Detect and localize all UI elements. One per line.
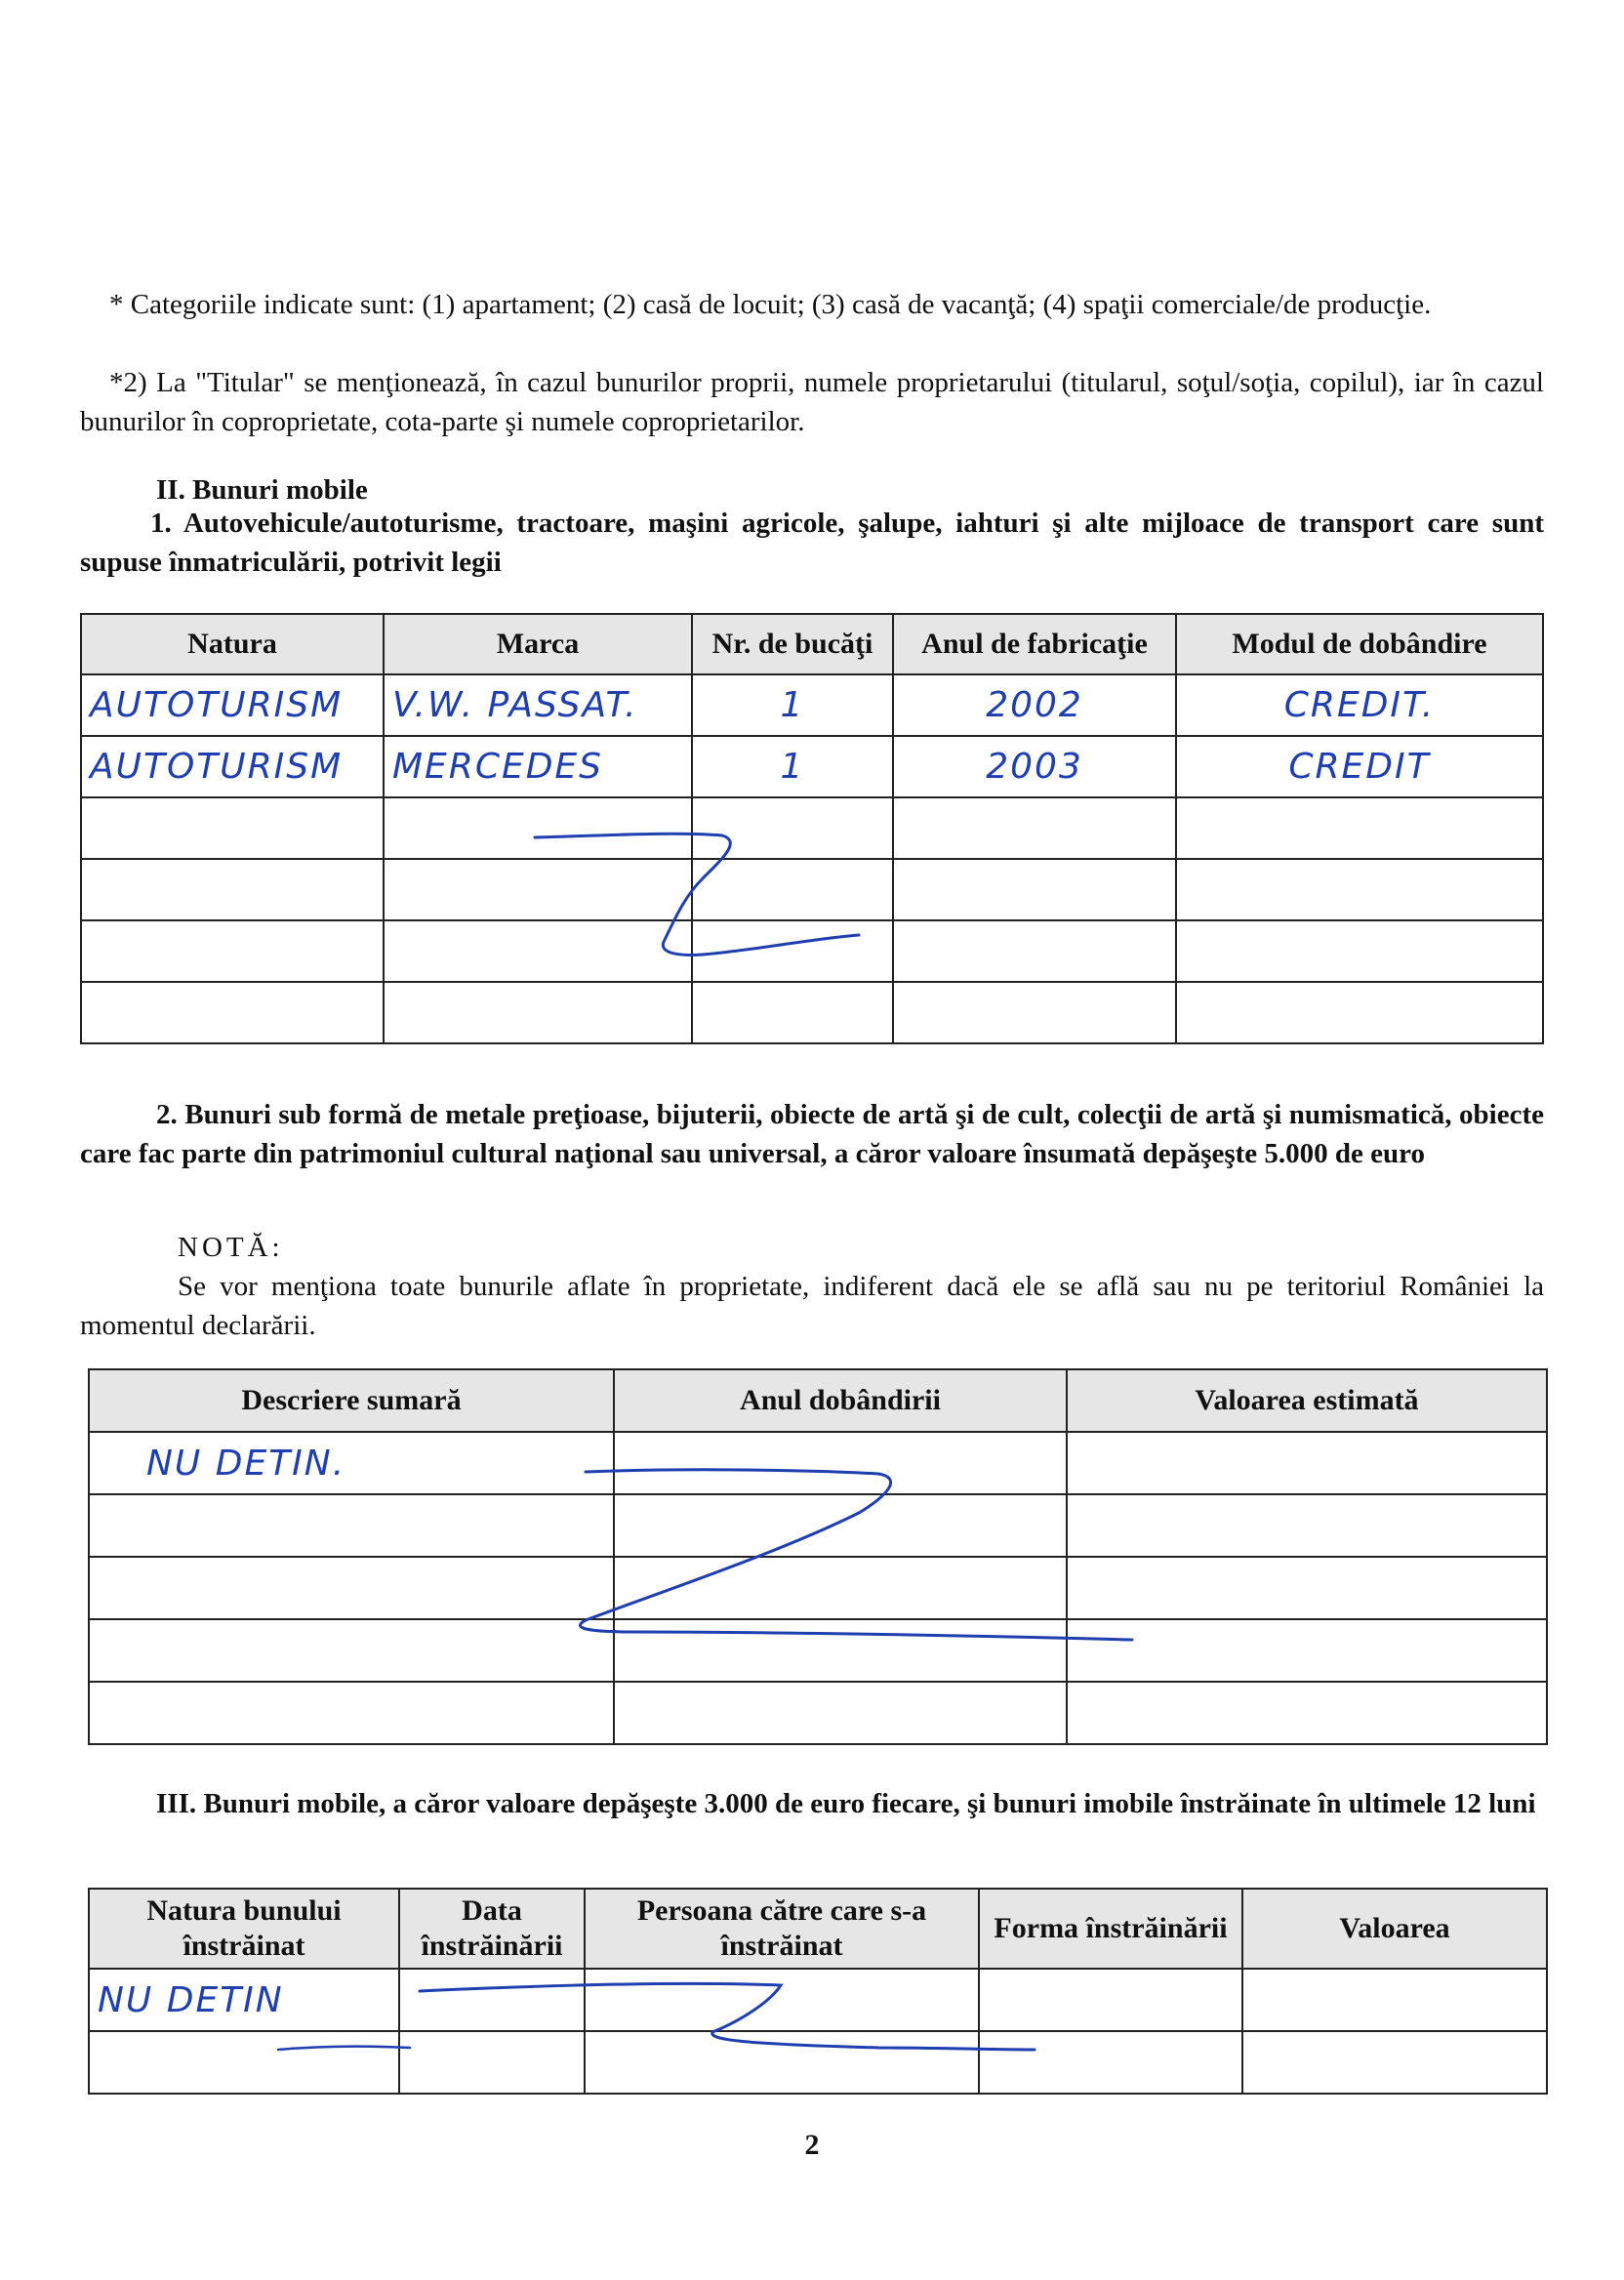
handwritten-an: 2002: [986, 685, 1083, 725]
header-persoana: Persoana către care s-a înstrăinat: [585, 1889, 979, 1969]
handwritten-natura: AUTOTURISM: [90, 747, 344, 787]
subsection-1-title: 1. Autovehicule/autoturisme, tractoare, maşini agricole, şalupe, iahturi şi alte mijloace de transport care sunt supuse înmatriculării, potrivit legii: [80, 508, 1544, 578]
section-title-bunuri-mobile: II. Bunuri mobile: [156, 474, 368, 506]
table-cell: [399, 1969, 585, 2031]
table-cell: [1067, 1432, 1547, 1494]
table-row: [89, 1969, 1547, 2031]
table-cell: [81, 982, 384, 1043]
table-row: [81, 797, 1543, 859]
table-cell: [1242, 1969, 1547, 2031]
nota-text: Se vor menţiona toate bunurile aflate în proprietate, indiferent dacă ele se află sau nu pe teritoriul României la momentul declarării.: [80, 1271, 1544, 1341]
header-anul-fabricatie: Anul de fabricaţie: [893, 614, 1176, 674]
vehicles-table: [80, 613, 1544, 1044]
table-cell: [1176, 674, 1543, 736]
table-cell: [384, 859, 692, 920]
table-cell: [893, 982, 1176, 1043]
table-cell: [89, 1682, 614, 1744]
table-cell: [384, 982, 692, 1043]
header-descriere: Descriere sumară: [89, 1369, 614, 1432]
header-valoarea: Valoarea: [1242, 1889, 1547, 1969]
table-cell: [89, 1557, 614, 1619]
table-row: [89, 1557, 1547, 1619]
table-cell: [89, 1619, 614, 1682]
header-forma-instrainarii: Forma înstrăinării: [979, 1889, 1242, 1969]
precious-items-table: [88, 1368, 1548, 1745]
table-row: [81, 920, 1543, 982]
table-cell: [614, 1432, 1067, 1494]
table-cell: [384, 674, 692, 736]
table-cell: [81, 797, 384, 859]
table-cell: [384, 797, 692, 859]
table-cell: [384, 920, 692, 982]
header-nr-bucati: Nr. de bucăţi: [692, 614, 893, 674]
table-row: [89, 2031, 1547, 2094]
handwritten-nu-detin: NU DETIN: [98, 1979, 284, 2020]
table-cell: [81, 859, 384, 920]
table-cell: [1176, 920, 1543, 982]
table-cell: [893, 797, 1176, 859]
table-cell: [585, 2031, 979, 2094]
header-valoarea-estimata: Valoarea estimată: [1067, 1369, 1547, 1432]
table-row: [81, 859, 1543, 920]
table-cell: [89, 1432, 614, 1494]
footnote-categories: * Categoriile indicate sunt: (1) apartament; (2) casă de locuit; (3) casă de vacanţă; (4) spaţii comerciale/de producţie.: [109, 289, 1432, 320]
table-cell: [1176, 982, 1543, 1043]
table-cell: [1067, 1682, 1547, 1744]
table-row: [89, 1494, 1547, 1557]
handwritten-nr: 1: [780, 685, 805, 725]
table-cell: [614, 1619, 1067, 1682]
header-modul-dobandire: Modul de dobândire: [1176, 614, 1543, 674]
table-cell: [893, 736, 1176, 797]
table-cell: [692, 674, 893, 736]
footnote-titular: *2) La "Titular" se menţionează, în cazul bunurilor proprii, numele proprietarului (titularul, soţul/soţia, copilul), iar în cazul bunurilor în coproprietate, cota-parte şi numele coproprietarilor.: [80, 367, 1544, 437]
precious-table-header-row: [89, 1369, 1547, 1432]
table-cell: [692, 736, 893, 797]
header-natura-bunului: Natura bunului înstrăinat: [89, 1889, 399, 1969]
table-cell: [893, 859, 1176, 920]
table-cell: [893, 674, 1176, 736]
table-cell: [399, 2031, 585, 2094]
header-natura: Natura: [81, 614, 384, 674]
table-cell: [89, 1494, 614, 1557]
table-row: [89, 1682, 1547, 1744]
table-cell: [614, 1682, 1067, 1744]
table-cell: [1067, 1619, 1547, 1682]
header-marca: Marca: [384, 614, 692, 674]
table-row: [81, 736, 1543, 797]
table-cell: [614, 1494, 1067, 1557]
table-cell: [979, 2031, 1242, 2094]
header-data-instrainarii: Data înstrăinării: [399, 1889, 585, 1969]
handwritten-nu-detin: NU DETIN.: [146, 1443, 346, 1484]
handwritten-natura: AUTOTURISM: [90, 685, 344, 725]
table-cell: [1067, 1494, 1547, 1557]
handwritten-nr: 1: [780, 747, 805, 787]
table-cell: [585, 1969, 979, 2031]
handwritten-marca: V.W. PASSAT.: [392, 685, 638, 725]
table-cell: [1242, 2031, 1547, 2094]
table-cell: [89, 1969, 399, 2031]
table-cell: [81, 920, 384, 982]
vehicles-table-header-row: [81, 614, 1543, 674]
table-cell: [81, 674, 384, 736]
table-cell: [692, 859, 893, 920]
alienated-table-header-row: [89, 1889, 1547, 1969]
table-cell: [1067, 1557, 1547, 1619]
subsection-2-title: 2. Bunuri sub formă de metale preţioase, bijuterii, obiecte de artă şi de cult, colecţii de artă şi numismatică, obiecte care fac parte din patrimoniul cultural naţional sau universal, a căror valoare însumată depăşeşte 5.000 de euro: [80, 1099, 1544, 1169]
handwritten-an: 2003: [986, 747, 1083, 787]
table-cell: [384, 736, 692, 797]
table-cell: [1176, 859, 1543, 920]
handwritten-marca: MERCEDES: [392, 747, 604, 787]
table-cell: [89, 2031, 399, 2094]
table-cell: [1176, 797, 1543, 859]
table-row: [81, 674, 1543, 736]
table-cell: [692, 797, 893, 859]
table-cell: [893, 920, 1176, 982]
table-row: [81, 982, 1543, 1043]
table-cell: [1176, 736, 1543, 797]
table-row: [89, 1432, 1547, 1494]
table-cell: [614, 1557, 1067, 1619]
handwritten-mod: CREDIT: [1288, 747, 1431, 787]
table-cell: [692, 920, 893, 982]
table-cell: [81, 736, 384, 797]
table-row: [89, 1619, 1547, 1682]
nota-title: NOTĂ:: [178, 1232, 284, 1263]
page-number: 2: [804, 2129, 820, 2161]
handwritten-mod: CREDIT.: [1283, 685, 1436, 725]
header-anul-dobandirii: Anul dobândirii: [614, 1369, 1067, 1432]
table-cell: [692, 982, 893, 1043]
table-cell: [979, 1969, 1242, 2031]
section-3-title: III. Bunuri mobile, a căror valoare depăşeşte 3.000 de euro fiecare, şi bunuri imobile înstrăinate în ultimele 12 luni: [156, 1788, 1536, 1819]
alienated-goods-table: [88, 1888, 1548, 2095]
